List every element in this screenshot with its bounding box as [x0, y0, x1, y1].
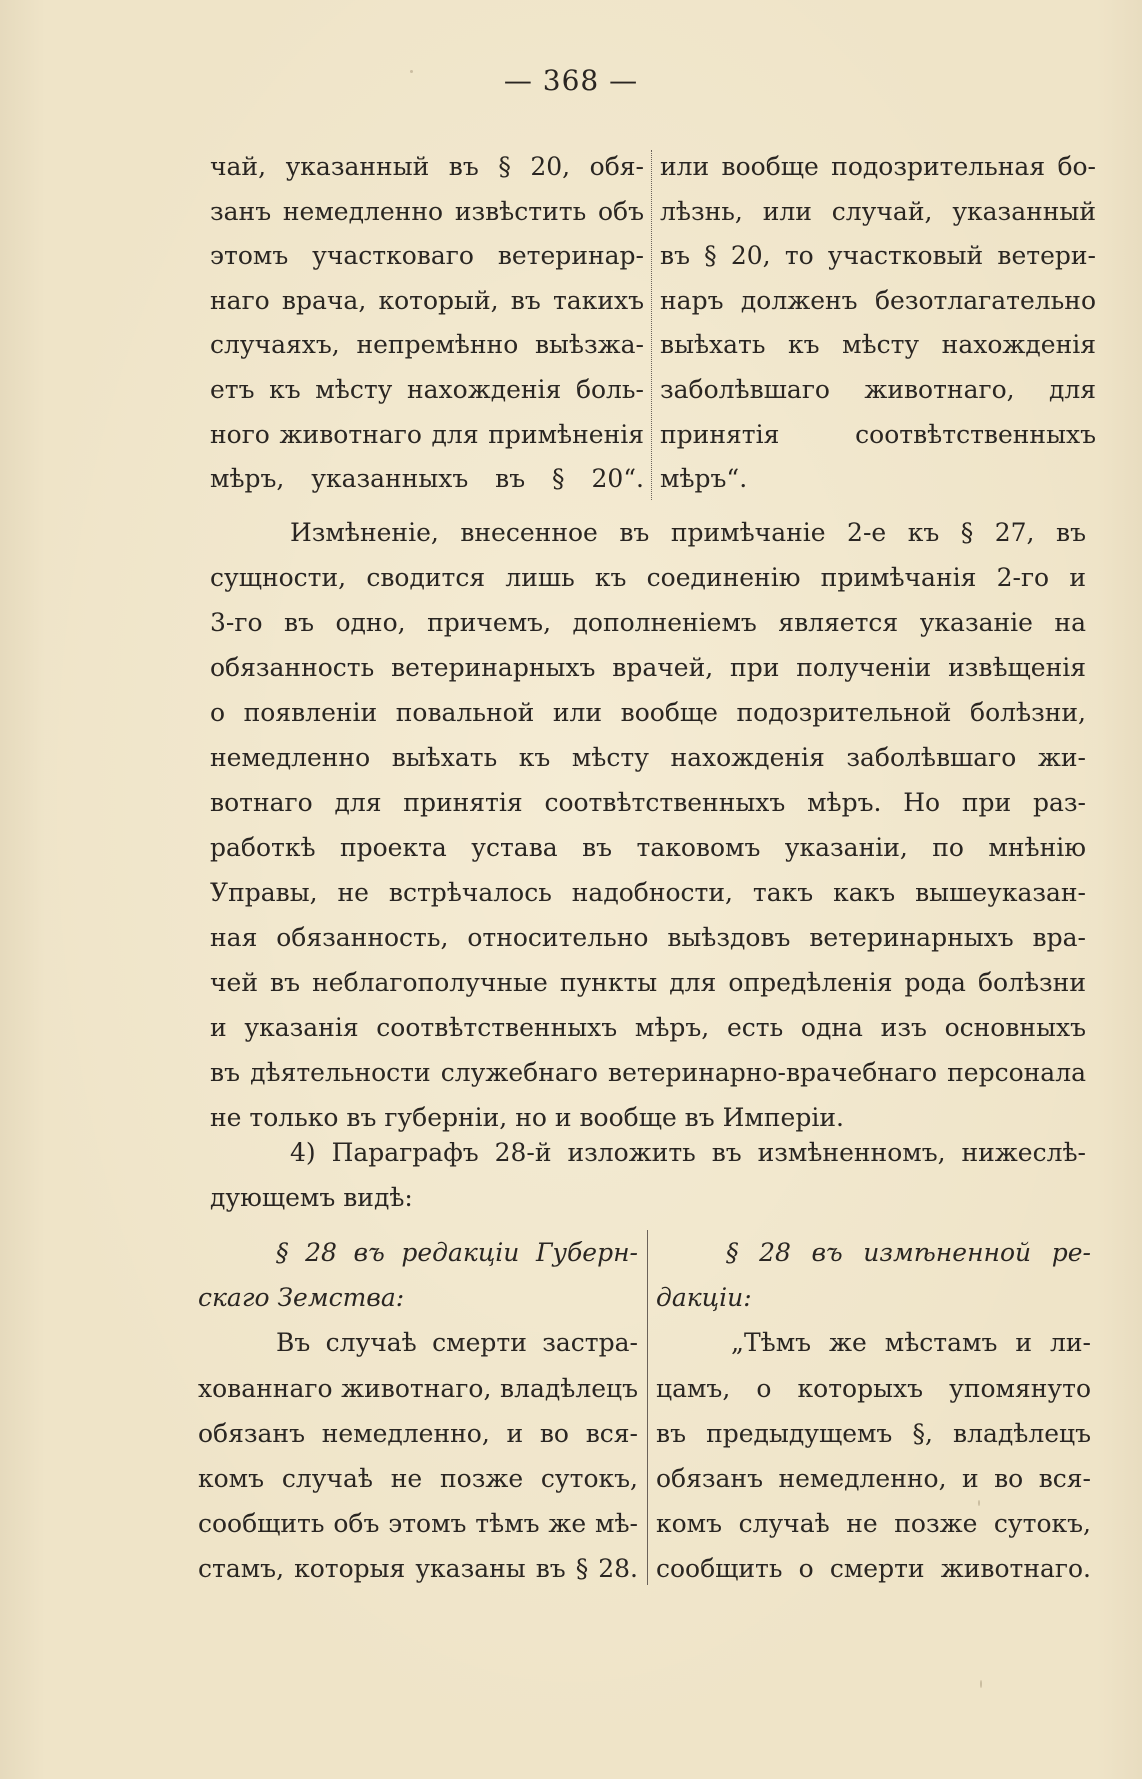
text-line: работкѣ проекта устава въ таковомъ указаніи, по мнѣнію: [210, 833, 1086, 862]
text-line: въ дѣятельности служебнаго ветеринарно-врачебнаго персонала: [210, 1058, 1086, 1087]
text-line: комъ случаѣ не позже сутокъ,: [656, 1509, 1091, 1539]
text-line: сообщить о смерти животнаго.: [656, 1554, 1091, 1584]
text-line: случаяхъ, непремѣнно выѣзжа-: [210, 330, 644, 360]
text-line: наго врача, который, въ такихъ: [210, 285, 644, 315]
text-line: въ § 20, то участковый ветери-: [660, 241, 1096, 271]
text-line: етъ къ мѣсту нахожденія боль-: [210, 374, 644, 404]
text-line: заболѣвшаго животнаго, для: [660, 374, 1096, 404]
section-heading: § 28 въ редакціи Губерн-: [276, 1238, 638, 1267]
text-line: не только въ губерніи, но и вообще въ Имперіи.: [210, 1103, 844, 1132]
text-line: ная обязанность, относительно выѣздовъ ветеринарныхъ вра-: [210, 923, 1086, 952]
column-divider: [651, 150, 652, 500]
paragraph-amendment-explanation: [210, 510, 1086, 1140]
text-line: лѣзнь, или случай, указанный: [660, 196, 1096, 226]
text-line: и указанія соотвѣтственныхъ мѣръ, есть одна изъ основныхъ: [210, 1013, 1086, 1042]
text-line: 4) Параграфъ 28-й изложить въ измѣненномъ, нижеслѣ-: [290, 1138, 1086, 1167]
text-line: или вообще подозрительная бо-: [660, 152, 1096, 181]
text-line: Измѣненіе, внесенное въ примѣчаніе 2-е къ § 27, въ: [290, 518, 1086, 547]
text-line: мѣръ“.: [660, 464, 748, 494]
text-line: этомъ участковаго ветеринар-: [210, 241, 644, 271]
text-line: обязанность ветеринарныхъ врачей, при полученіи извѣщенія: [210, 653, 1086, 682]
section-heading: дакціи:: [656, 1283, 752, 1313]
text-line: дующемъ видѣ:: [210, 1183, 413, 1212]
text-line: вотнаго для принятія соотвѣтственныхъ мѣръ. Но при раз-: [210, 788, 1086, 817]
block1-right-column: [660, 145, 1096, 502]
section-heading: § 28 въ измѣненной ре-: [726, 1238, 1091, 1267]
paper-speck: [978, 1500, 980, 1506]
text-line: хованнаго животнаго, владѣлецъ: [198, 1373, 638, 1403]
block4-right-column: [656, 1230, 1091, 1592]
text-line: занъ немедленно извѣстить объ: [210, 196, 644, 226]
text-line: „Тѣмъ же мѣстамъ и ли-: [731, 1328, 1091, 1358]
text-line: принятія соотвѣтственныхъ: [660, 419, 1096, 449]
paper-speck: [980, 1680, 982, 1688]
text-line: сущности, сводится лишь къ соединенію примѣчанія 2-го и: [210, 563, 1086, 592]
text-line: ного животнаго для примѣненія: [210, 419, 644, 449]
paragraph-item-4: [210, 1130, 1086, 1220]
text-line: чай, указанный въ § 20, обя-: [210, 152, 644, 181]
text-line: цамъ, о которыхъ упомянуто: [656, 1373, 1091, 1403]
text-line: Управы, не встрѣчалось надобности, такъ какъ вышеуказан-: [210, 878, 1086, 907]
text-line: выѣхать къ мѣсту нахожденія: [660, 330, 1096, 360]
text-line: сообщить объ этомъ тѣмъ же мѣ-: [198, 1509, 638, 1539]
page-number: — 368 —: [503, 64, 639, 97]
text-line: обязанъ немедленно, и во вся-: [198, 1418, 638, 1448]
text-line: 3-го въ одно, причемъ, дополненіемъ является указаніе на: [210, 608, 1086, 637]
text-line: наръ долженъ безотлагательно: [660, 285, 1096, 315]
text-line: въ предыдущемъ §, владѣлецъ: [656, 1418, 1091, 1448]
block1-left-column: [210, 145, 644, 502]
text-line: Въ случаѣ смерти застра-: [276, 1328, 638, 1358]
text-line: комъ случаѣ не позже сутокъ,: [198, 1463, 638, 1493]
text-line: о появленіи повальной или вообще подозрительной болѣзни,: [210, 698, 1086, 727]
text-line: мѣръ, указанныхъ въ § 20“.: [210, 464, 644, 494]
column-divider: [647, 1230, 648, 1585]
text-line: немедленно выѣхать къ мѣсту нахожденія заболѣвшаго жи-: [210, 743, 1086, 772]
section-heading: скаго Земства:: [198, 1283, 405, 1313]
block4-left-column: [198, 1230, 638, 1592]
text-line: чей въ неблагополучные пункты для опредѣленія рода болѣзни: [210, 968, 1086, 997]
paper-speck: [410, 70, 413, 73]
text-line: стамъ, которыя указаны въ § 28.: [198, 1554, 638, 1584]
text-line: обязанъ немедленно, и во вся-: [656, 1463, 1091, 1493]
